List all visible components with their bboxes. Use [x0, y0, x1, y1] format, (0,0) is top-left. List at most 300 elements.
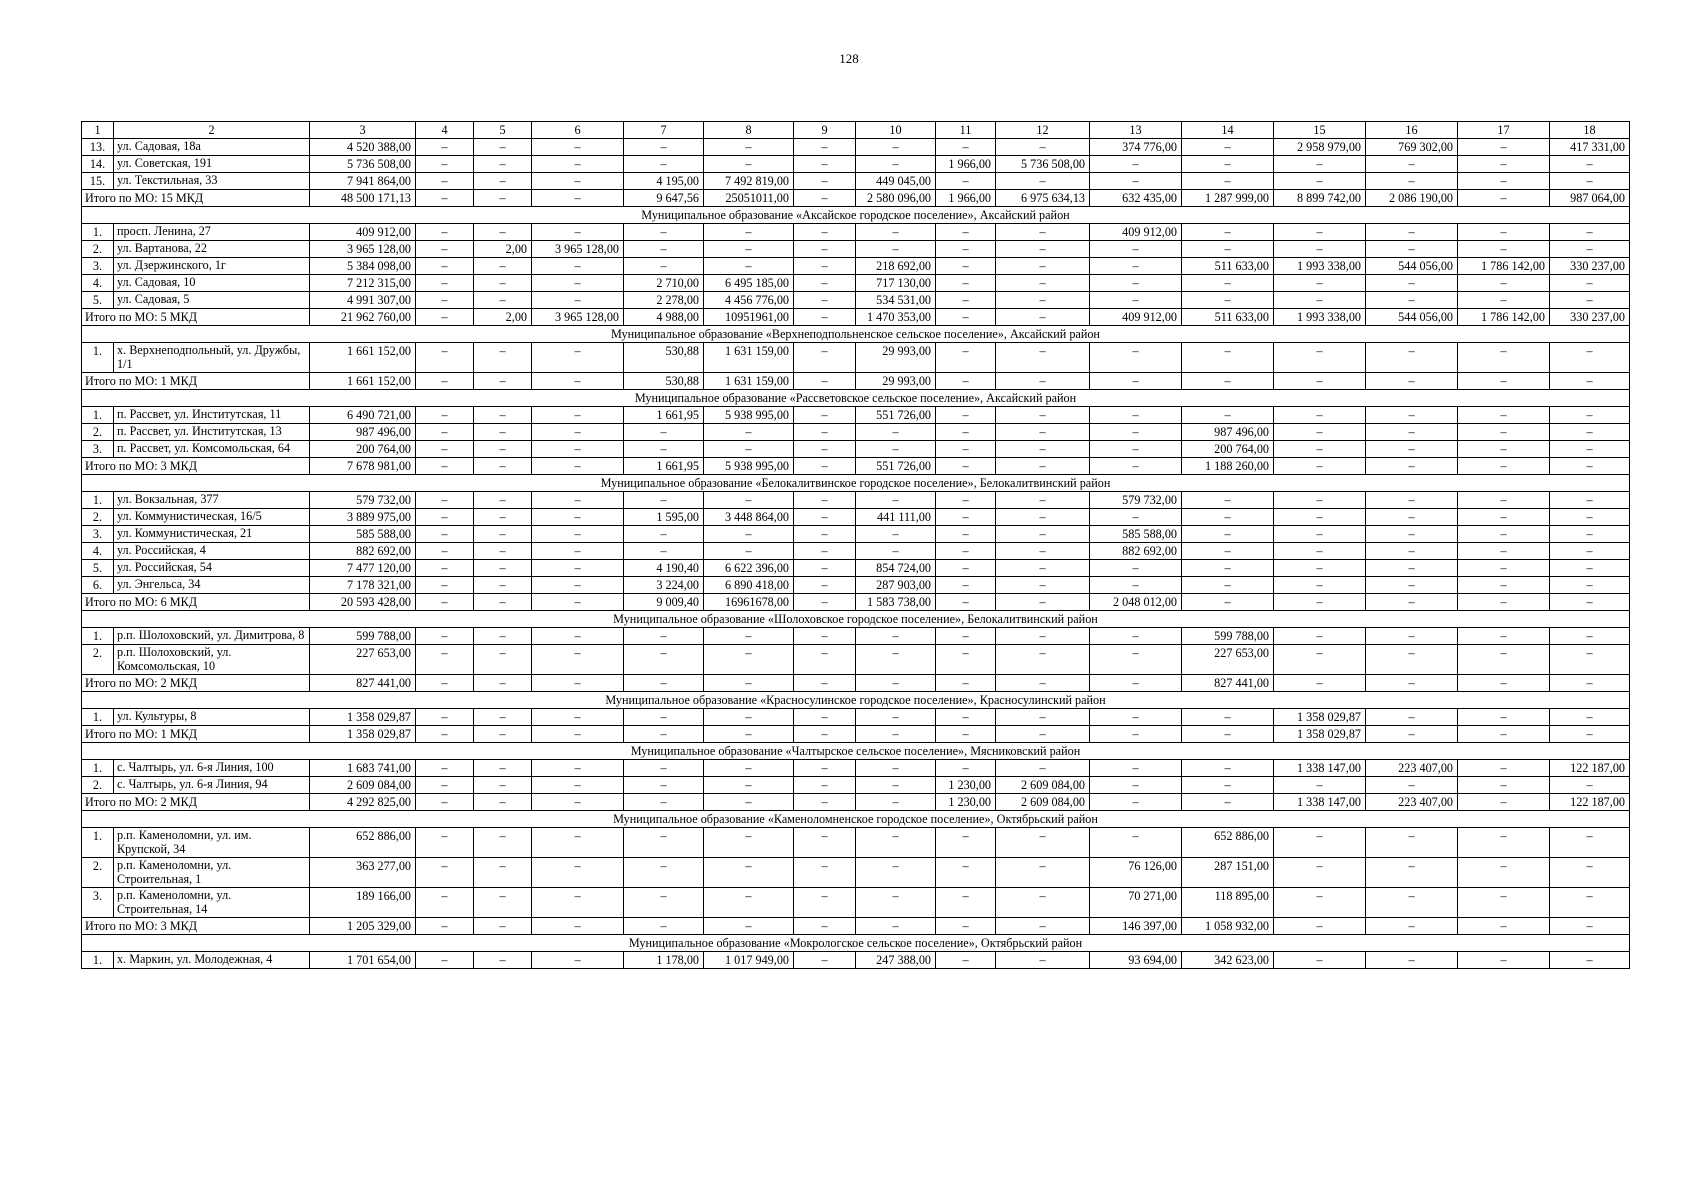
table-cell: – — [1550, 275, 1630, 292]
table-cell: 987 496,00 — [1182, 424, 1274, 441]
total-cell: – — [936, 594, 996, 611]
table-cell: – — [996, 952, 1090, 969]
table-cell: 769 302,00 — [1366, 139, 1458, 156]
table-cell: – — [1550, 709, 1630, 726]
table-cell: – — [624, 709, 704, 726]
row-index: 2. — [82, 509, 114, 526]
table-cell: – — [1550, 509, 1630, 526]
table-cell: – — [704, 224, 794, 241]
section-title: Муниципальное образование «Мокрологское сельское поселение», Октябрьский район — [82, 935, 1630, 952]
table-cell: 4 520 388,00 — [310, 139, 416, 156]
table-cell: – — [474, 343, 532, 373]
table-cell: – — [1366, 173, 1458, 190]
table-cell: – — [1458, 224, 1550, 241]
total-cell: – — [856, 726, 936, 743]
table-cell: – — [856, 645, 936, 675]
total-label: Итого по МО: 3 МКД — [82, 918, 310, 935]
total-cell: 1 661 152,00 — [310, 373, 416, 390]
table-cell: – — [1550, 492, 1630, 509]
table-cell: – — [1458, 709, 1550, 726]
table-cell: – — [1274, 526, 1366, 543]
total-cell: – — [624, 726, 704, 743]
table-row — [82, 173, 1630, 190]
total-cell: – — [1366, 458, 1458, 475]
total-cell: – — [416, 458, 474, 475]
address-cell: с. Чалтырь, ул. 6-я Линия, 100 — [114, 760, 310, 777]
row-index: 13. — [82, 139, 114, 156]
section-heading-row — [82, 935, 1630, 952]
table-row — [82, 241, 1630, 258]
table-cell: 544 056,00 — [1366, 258, 1458, 275]
table-cell: – — [996, 628, 1090, 645]
table-cell: – — [416, 492, 474, 509]
row-index: 4. — [82, 543, 114, 560]
total-cell: – — [416, 190, 474, 207]
column-number: 14 — [1182, 122, 1274, 139]
table-cell: – — [1274, 952, 1366, 969]
table-cell: – — [474, 628, 532, 645]
table-cell: 1 358 029,87 — [310, 709, 416, 726]
table-row — [82, 424, 1630, 441]
section-heading-row — [82, 475, 1630, 492]
table-cell: – — [624, 139, 704, 156]
section-heading-row — [82, 390, 1630, 407]
section-heading-row — [82, 207, 1630, 224]
column-number: 10 — [856, 122, 936, 139]
total-row — [82, 309, 1630, 326]
table-cell: – — [794, 543, 856, 560]
table-cell: – — [1458, 139, 1550, 156]
table-cell: – — [794, 424, 856, 441]
total-cell: – — [1274, 918, 1366, 935]
total-row — [82, 918, 1630, 935]
table-cell: – — [794, 441, 856, 458]
table-cell: – — [1274, 828, 1366, 858]
total-cell: – — [794, 794, 856, 811]
table-cell: – — [474, 258, 532, 275]
table-cell: – — [794, 292, 856, 309]
total-cell: 2,00 — [474, 309, 532, 326]
table-cell: 1 017 949,00 — [704, 952, 794, 969]
table-cell: – — [936, 343, 996, 373]
table-cell: – — [856, 156, 936, 173]
table-cell: – — [1458, 441, 1550, 458]
table-cell: 76 126,00 — [1090, 858, 1182, 888]
table-cell: – — [1366, 441, 1458, 458]
table-cell: 409 912,00 — [310, 224, 416, 241]
table-row — [82, 441, 1630, 458]
table-cell: 511 633,00 — [1182, 258, 1274, 275]
table-cell: – — [1366, 645, 1458, 675]
table-cell: – — [1274, 156, 1366, 173]
row-index: 2. — [82, 424, 114, 441]
total-cell: – — [1090, 726, 1182, 743]
total-cell: – — [1458, 594, 1550, 611]
table-cell: – — [1090, 156, 1182, 173]
table-cell: – — [532, 858, 624, 888]
table-cell: – — [1366, 709, 1458, 726]
table-cell: 882 692,00 — [310, 543, 416, 560]
table-cell: – — [936, 173, 996, 190]
table-cell: 5 384 098,00 — [310, 258, 416, 275]
table-cell: – — [794, 173, 856, 190]
table-cell: – — [532, 526, 624, 543]
table-cell: – — [996, 828, 1090, 858]
total-cell: 9 647,56 — [624, 190, 704, 207]
total-cell: 1 287 999,00 — [1182, 190, 1274, 207]
table-cell: 1 230,00 — [936, 777, 996, 794]
table-cell: 5 938 995,00 — [704, 407, 794, 424]
table-cell: – — [1182, 777, 1274, 794]
table-cell: – — [1550, 828, 1630, 858]
table-row — [82, 577, 1630, 594]
table-cell: – — [624, 543, 704, 560]
table-cell: – — [474, 292, 532, 309]
table-row — [82, 258, 1630, 275]
total-cell: – — [1458, 190, 1550, 207]
table-cell: 987 496,00 — [310, 424, 416, 441]
column-number: 18 — [1550, 122, 1630, 139]
total-cell: – — [1090, 458, 1182, 475]
total-cell: – — [1550, 675, 1630, 692]
table-cell: – — [704, 241, 794, 258]
table-cell: – — [1550, 628, 1630, 645]
table-row — [82, 526, 1630, 543]
row-index: 15. — [82, 173, 114, 190]
table-cell: – — [936, 543, 996, 560]
table-cell: – — [1550, 526, 1630, 543]
table-cell: – — [704, 492, 794, 509]
table-cell: – — [532, 441, 624, 458]
address-cell: п. Рассвет, ул. Комсомольская, 64 — [114, 441, 310, 458]
table-cell: – — [856, 543, 936, 560]
table-cell: – — [794, 407, 856, 424]
total-cell: – — [474, 794, 532, 811]
table-cell: – — [532, 173, 624, 190]
table-cell: 342 623,00 — [1182, 952, 1274, 969]
table-cell: – — [1366, 343, 1458, 373]
address-cell: р.п. Шолоховский, ул. Димитрова, 8 — [114, 628, 310, 645]
table-row — [82, 628, 1630, 645]
table-cell: – — [474, 828, 532, 858]
total-label: Итого по МО: 1 МКД — [82, 726, 310, 743]
table-cell: 417 331,00 — [1550, 139, 1630, 156]
table-cell: – — [936, 709, 996, 726]
table-cell: 4 456 776,00 — [704, 292, 794, 309]
table-cell: – — [794, 777, 856, 794]
total-cell: 511 633,00 — [1182, 309, 1274, 326]
total-cell: – — [1090, 373, 1182, 390]
table-cell: – — [1550, 441, 1630, 458]
table-cell: – — [1550, 777, 1630, 794]
total-cell: – — [416, 675, 474, 692]
total-cell: – — [532, 726, 624, 743]
table-cell: 534 531,00 — [856, 292, 936, 309]
table-cell: 287 903,00 — [856, 577, 936, 594]
table-cell: 200 764,00 — [310, 441, 416, 458]
column-number: 7 — [624, 122, 704, 139]
table-cell: 5 736 508,00 — [996, 156, 1090, 173]
column-number: 2 — [114, 122, 310, 139]
row-index: 2. — [82, 777, 114, 794]
total-cell: – — [1550, 726, 1630, 743]
table-cell: – — [996, 224, 1090, 241]
section-heading-row — [82, 611, 1630, 628]
total-cell: – — [474, 594, 532, 611]
total-cell: – — [936, 309, 996, 326]
table-cell: – — [1366, 224, 1458, 241]
table-cell: – — [1090, 292, 1182, 309]
column-number: 11 — [936, 122, 996, 139]
address-cell: ул. Коммунистическая, 16/5 — [114, 509, 310, 526]
table-cell: – — [1182, 173, 1274, 190]
table-cell: – — [624, 224, 704, 241]
table-cell: – — [532, 224, 624, 241]
table-cell: – — [794, 509, 856, 526]
table-cell: 2 609 084,00 — [310, 777, 416, 794]
table-cell: 579 732,00 — [1090, 492, 1182, 509]
table-row — [82, 224, 1630, 241]
row-index: 1. — [82, 952, 114, 969]
total-cell: – — [1550, 918, 1630, 935]
table-cell: – — [532, 828, 624, 858]
table-cell: – — [1550, 407, 1630, 424]
table-cell: 599 788,00 — [310, 628, 416, 645]
table-cell: 409 912,00 — [1090, 224, 1182, 241]
table-cell: – — [936, 828, 996, 858]
section-title: Муниципальное образование «Чалтырское сельское поселение», Мясниковский район — [82, 743, 1630, 760]
table-cell: – — [856, 241, 936, 258]
table-cell: – — [1090, 760, 1182, 777]
total-cell: – — [856, 675, 936, 692]
table-cell: 530,88 — [624, 343, 704, 373]
total-cell: 4 988,00 — [624, 309, 704, 326]
total-cell: 2 048 012,00 — [1090, 594, 1182, 611]
table-cell: – — [416, 343, 474, 373]
address-cell: р.п. Каменоломни, ул. Строительная, 14 — [114, 888, 310, 918]
table-cell: – — [1182, 509, 1274, 526]
total-cell: 1 358 029,87 — [310, 726, 416, 743]
table-cell: – — [1182, 292, 1274, 309]
section-title: Муниципальное образование «Шолоховское городское поселение», Белокалитвинский район — [82, 611, 1630, 628]
total-cell: – — [416, 309, 474, 326]
total-cell: 2 609 084,00 — [996, 794, 1090, 811]
total-cell: 1 188 260,00 — [1182, 458, 1274, 475]
section-heading-row — [82, 743, 1630, 760]
total-cell: 530,88 — [624, 373, 704, 390]
total-cell: – — [1366, 594, 1458, 611]
table-cell: – — [856, 760, 936, 777]
total-cell: – — [794, 373, 856, 390]
row-index: 5. — [82, 560, 114, 577]
table-cell: – — [1182, 343, 1274, 373]
table-cell: 652 886,00 — [1182, 828, 1274, 858]
table-row — [82, 858, 1630, 888]
table-cell: – — [1182, 560, 1274, 577]
table-cell: – — [856, 628, 936, 645]
total-label: Итого по МО: 2 МКД — [82, 794, 310, 811]
table-cell: – — [1550, 241, 1630, 258]
row-index: 2. — [82, 858, 114, 888]
total-cell: 409 912,00 — [1090, 309, 1182, 326]
table-cell: – — [1550, 156, 1630, 173]
table-cell: – — [856, 224, 936, 241]
table-cell: – — [996, 343, 1090, 373]
table-cell: – — [1090, 828, 1182, 858]
table-cell: – — [996, 560, 1090, 577]
table-cell: – — [416, 709, 474, 726]
table-cell: – — [996, 858, 1090, 888]
table-cell: – — [1090, 424, 1182, 441]
total-cell: – — [416, 794, 474, 811]
table-cell: – — [1182, 407, 1274, 424]
table-cell: – — [1182, 577, 1274, 594]
row-index: 1. — [82, 343, 114, 373]
total-row — [82, 675, 1630, 692]
table-cell: – — [532, 492, 624, 509]
table-cell: – — [936, 292, 996, 309]
total-cell: – — [1458, 794, 1550, 811]
table-cell: – — [624, 777, 704, 794]
table-cell: – — [794, 858, 856, 888]
table-cell: – — [624, 760, 704, 777]
table-cell: – — [996, 543, 1090, 560]
table-cell: – — [856, 424, 936, 441]
row-index: 1. — [82, 628, 114, 645]
table-cell: – — [1458, 292, 1550, 309]
table-cell: – — [996, 258, 1090, 275]
table-cell: – — [1182, 139, 1274, 156]
table-cell: 7 477 120,00 — [310, 560, 416, 577]
column-number: 8 — [704, 122, 794, 139]
total-cell: 7 678 981,00 — [310, 458, 416, 475]
table-cell: – — [416, 292, 474, 309]
column-number: 15 — [1274, 122, 1366, 139]
row-index: 4. — [82, 275, 114, 292]
row-index: 3. — [82, 441, 114, 458]
table-cell: – — [624, 258, 704, 275]
total-cell: – — [1274, 373, 1366, 390]
table-cell: – — [1090, 441, 1182, 458]
table-cell: – — [996, 441, 1090, 458]
address-cell: ул. Российская, 4 — [114, 543, 310, 560]
total-cell: – — [794, 190, 856, 207]
table-cell: – — [416, 828, 474, 858]
table-cell: – — [624, 858, 704, 888]
total-cell: – — [1366, 373, 1458, 390]
table-row — [82, 509, 1630, 526]
table-cell: – — [794, 275, 856, 292]
total-cell: – — [996, 675, 1090, 692]
table-cell: – — [936, 526, 996, 543]
row-index: 5. — [82, 292, 114, 309]
table-cell: – — [1090, 509, 1182, 526]
total-cell: 1 786 142,00 — [1458, 309, 1550, 326]
table-cell: – — [936, 577, 996, 594]
total-cell: 9 009,40 — [624, 594, 704, 611]
total-row — [82, 726, 1630, 743]
table-cell: – — [624, 441, 704, 458]
total-cell: – — [474, 458, 532, 475]
total-cell: 827 441,00 — [1182, 675, 1274, 692]
total-cell: – — [1182, 794, 1274, 811]
table-cell: 6 495 185,00 — [704, 275, 794, 292]
table-cell: 7 941 864,00 — [310, 173, 416, 190]
total-cell: – — [532, 458, 624, 475]
table-cell: – — [856, 777, 936, 794]
table-cell: – — [1090, 628, 1182, 645]
total-cell: – — [624, 675, 704, 692]
total-label: Итого по МО: 15 МКД — [82, 190, 310, 207]
table-cell: 287 151,00 — [1182, 858, 1274, 888]
table-cell: – — [1366, 424, 1458, 441]
row-index: 3. — [82, 888, 114, 918]
total-cell: – — [794, 726, 856, 743]
table-cell: – — [1550, 577, 1630, 594]
table-cell: – — [936, 441, 996, 458]
table-cell: – — [474, 224, 532, 241]
table-cell: – — [1458, 952, 1550, 969]
table-cell: – — [532, 258, 624, 275]
column-number: 17 — [1458, 122, 1550, 139]
total-cell: – — [1274, 458, 1366, 475]
table-cell: – — [1366, 628, 1458, 645]
total-cell: – — [474, 373, 532, 390]
table-cell: – — [794, 224, 856, 241]
table-cell: – — [936, 628, 996, 645]
table-cell: – — [1366, 560, 1458, 577]
table-cell: – — [996, 645, 1090, 675]
table-cell: – — [996, 526, 1090, 543]
total-cell: – — [704, 794, 794, 811]
table-cell: – — [1458, 424, 1550, 441]
total-cell: – — [1182, 594, 1274, 611]
total-cell: – — [474, 190, 532, 207]
table-cell: – — [794, 709, 856, 726]
table-cell: – — [1366, 543, 1458, 560]
table-cell: – — [1090, 577, 1182, 594]
total-row — [82, 594, 1630, 611]
table-cell: – — [416, 888, 474, 918]
table-cell: – — [856, 139, 936, 156]
total-cell: – — [1366, 918, 1458, 935]
total-cell: – — [532, 594, 624, 611]
table-cell: – — [1458, 241, 1550, 258]
table-cell: – — [856, 526, 936, 543]
row-index: 6. — [82, 577, 114, 594]
address-cell: ул. Российская, 54 — [114, 560, 310, 577]
address-cell: ул. Дзержинского, 1г — [114, 258, 310, 275]
table-cell: 1 661 152,00 — [310, 343, 416, 373]
table-cell: – — [1274, 777, 1366, 794]
table-cell: – — [704, 628, 794, 645]
address-cell: п. Рассвет, ул. Институтская, 13 — [114, 424, 310, 441]
table-cell: – — [474, 709, 532, 726]
table-cell: – — [416, 275, 474, 292]
total-cell: – — [996, 458, 1090, 475]
table-cell: – — [1366, 292, 1458, 309]
table-cell: – — [704, 424, 794, 441]
table-cell: – — [1366, 241, 1458, 258]
table-cell: 652 886,00 — [310, 828, 416, 858]
table-cell: – — [532, 888, 624, 918]
table-cell: – — [1274, 441, 1366, 458]
column-number-row — [82, 122, 1630, 139]
table-cell: 2 609 084,00 — [996, 777, 1090, 794]
total-cell: – — [1458, 726, 1550, 743]
total-cell: – — [794, 458, 856, 475]
table-cell: – — [624, 645, 704, 675]
